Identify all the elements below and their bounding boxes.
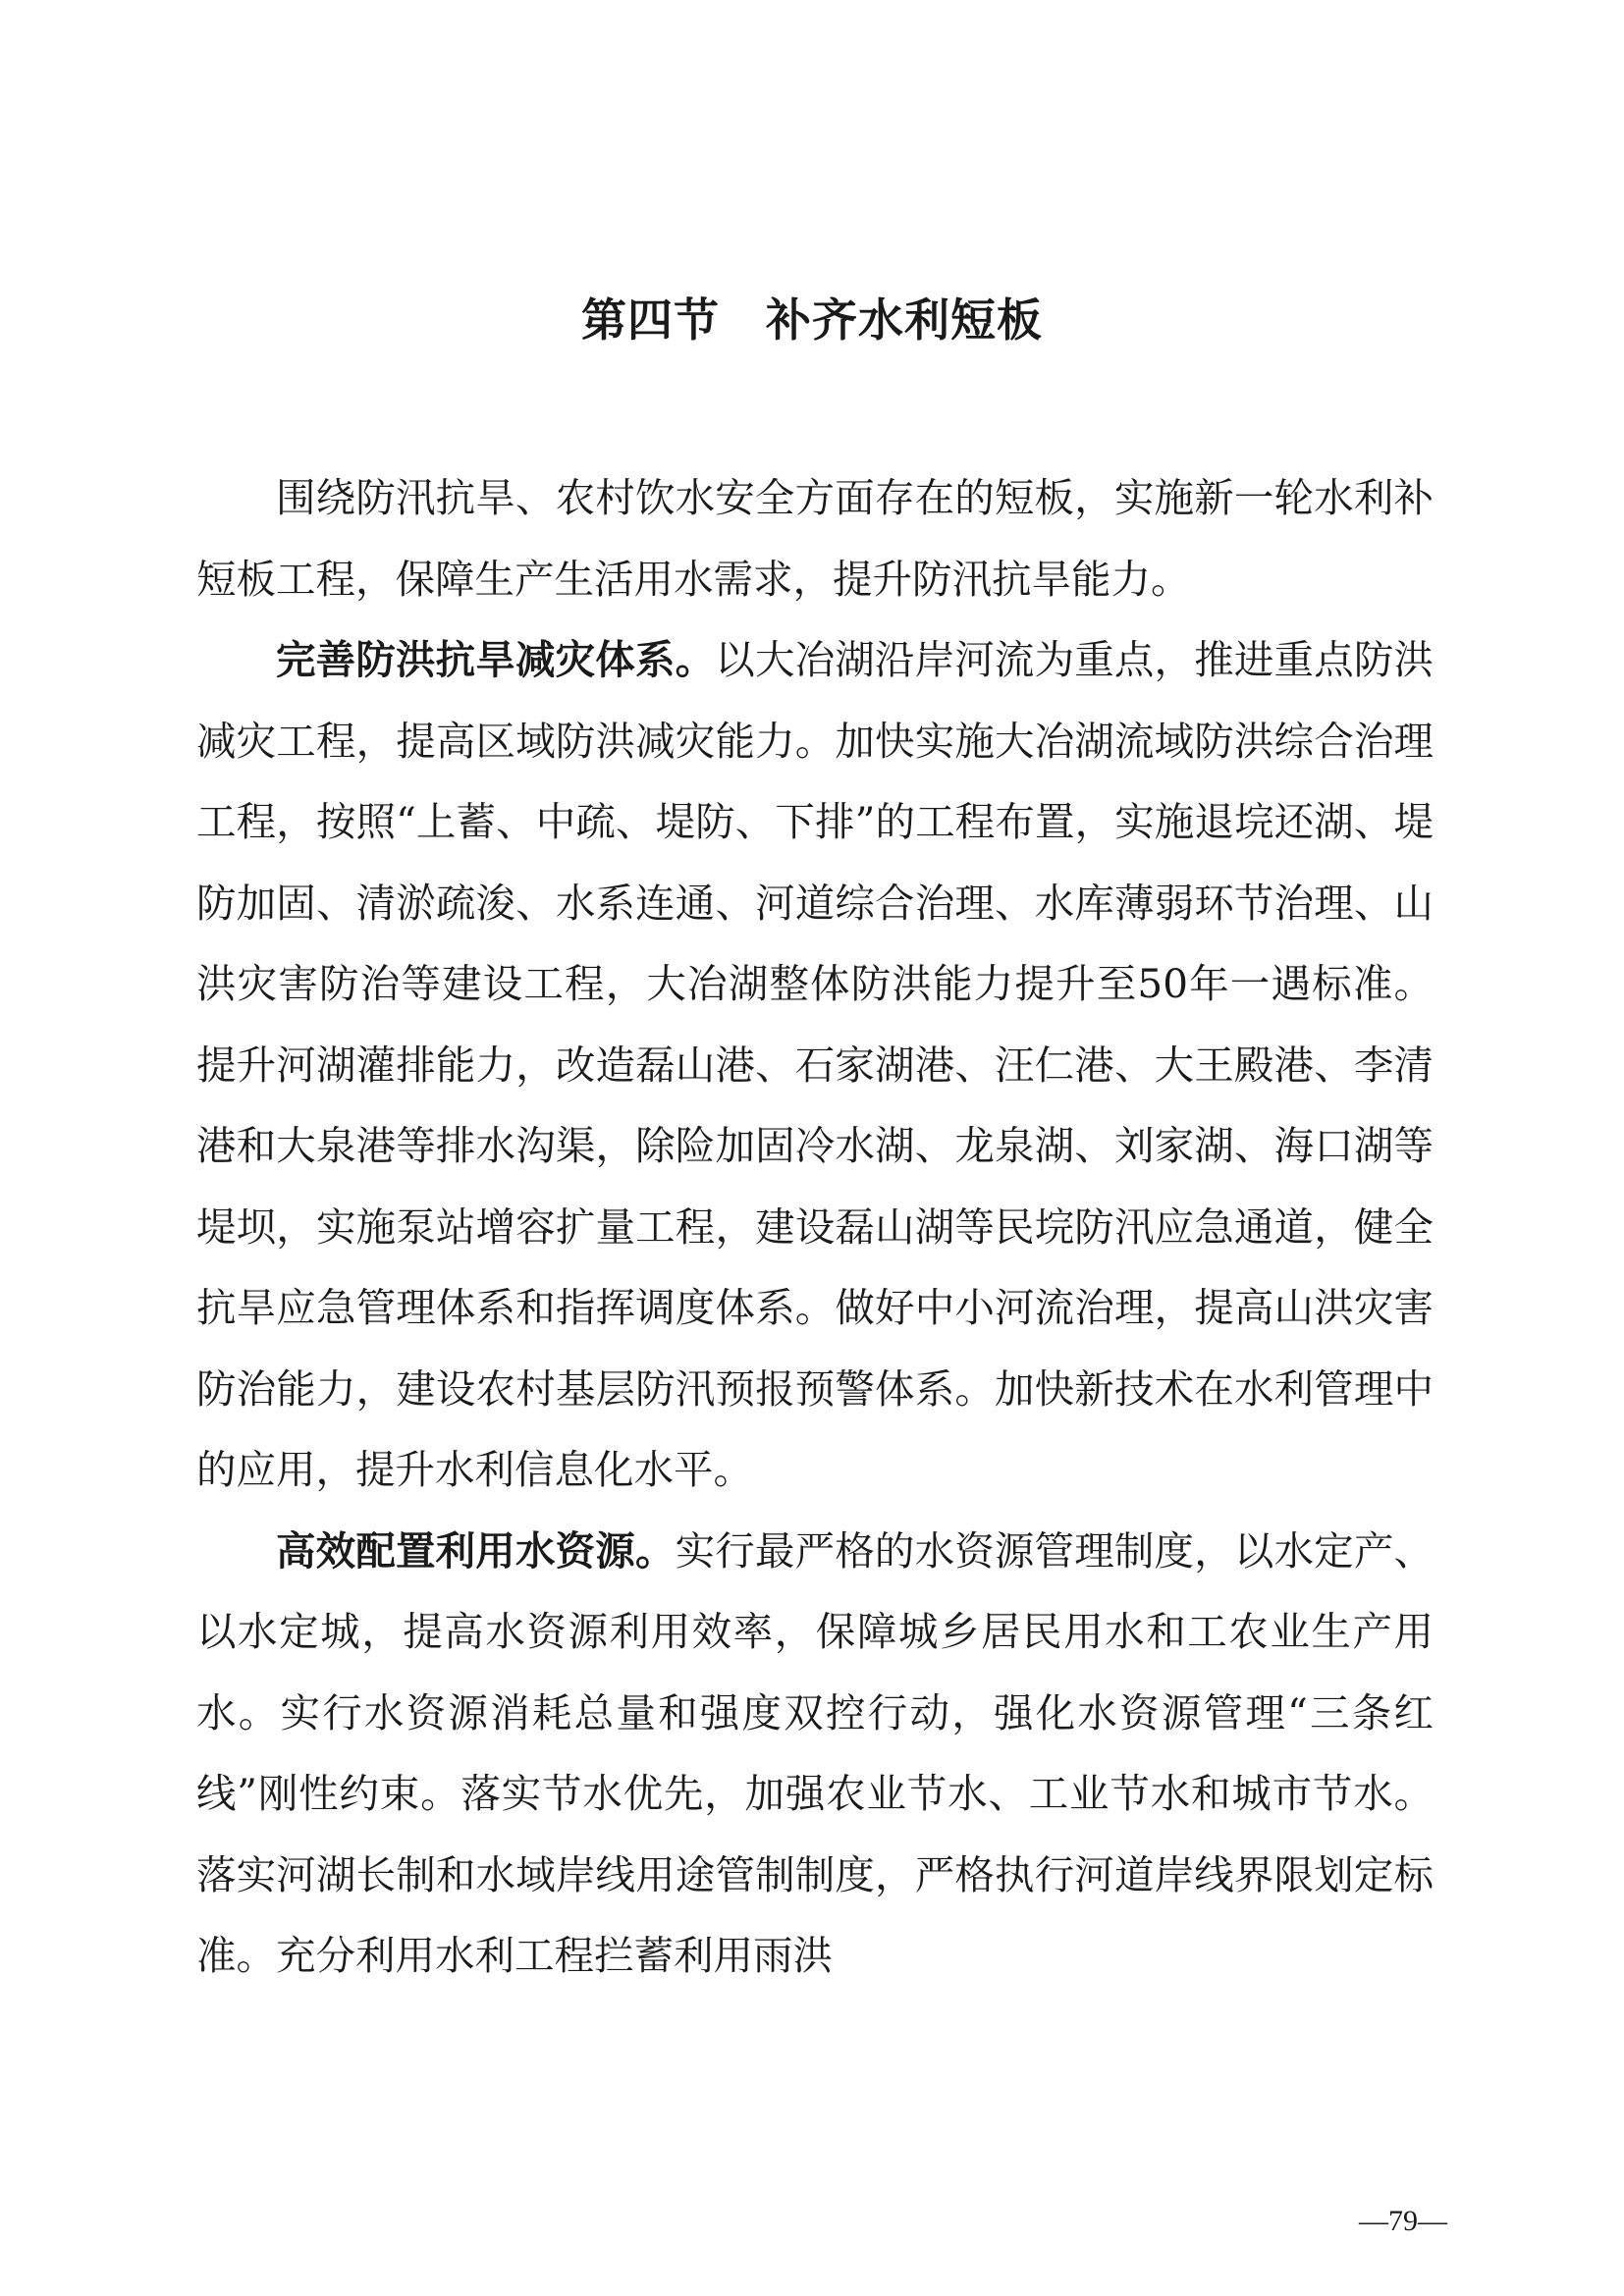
page-number: —79— (1359, 2205, 1447, 2237)
paragraph-lead: 完善防洪抗旱减灾体系。 (276, 636, 716, 683)
paragraph-text: 围绕防汛抗旱、农村饮水安全方面存在的短板，实施新一轮水利补短板工程，保障生产生活用水需求，提升防汛抗旱能力。 (196, 474, 1434, 603)
paragraph-intro (196, 457, 1434, 619)
paragraph-flood-control (196, 619, 1434, 1511)
section-title: 第四节 补齐水利短板 (581, 294, 1043, 347)
paragraph-text: 以大冶湖沿岸河流为重点，推进重点防洪减灾工程，提高区域防洪减灾能力。加快实施大冶湖流域防洪综合治理工程，按照“上蓄、中疏、堤防、下排”的工程布置，实施退垸还湖、堤防加固、清淤疏浚、水系连通、河道综合治理、水库薄弱环节治理、山洪灾害防治等建设工程，大冶湖整体防洪能力提升至50年一遇标准。提升河湖灌排能力，改造磊山港、石家湖港、汪仁港、大王殿港、李清港和大泉港等排水沟渠，除险加固冷水湖、龙泉湖、刘家湖、海口湖等堤坝，实施泵站增容扩量工程，建设磊山湖等民垸防汛应急通道，健全抗旱应急管理体系和指挥调度体系。做好中小河流治理，提高山洪灾害防治能力，建设农村基层防汛预报预警体系。加快新技术在水利管理中的应用，提升水利信息化水平。 (196, 636, 1435, 1493)
paragraph-water-resources (196, 1511, 1434, 1997)
paragraph-lead: 高效配置利用水资源。 (276, 1526, 676, 1575)
body-text (196, 457, 1434, 1997)
paragraph-text: 实行最严格的水资源管理制度，以水定产、以水定城，提高水资源利用效率，保障城乡居民用水和工农业生产用水。实行水资源消耗总量和强度双控行动，强化水资源管理“三条红线”刚性约束。落实节水优先，加强农业节水、工业节水和城市节水。落实河湖长制和水域岸线用途管制制度，严格执行河道岸线界限划定标准。充分利用水利工程拦蓄利用雨洪 (196, 1526, 1435, 1979)
